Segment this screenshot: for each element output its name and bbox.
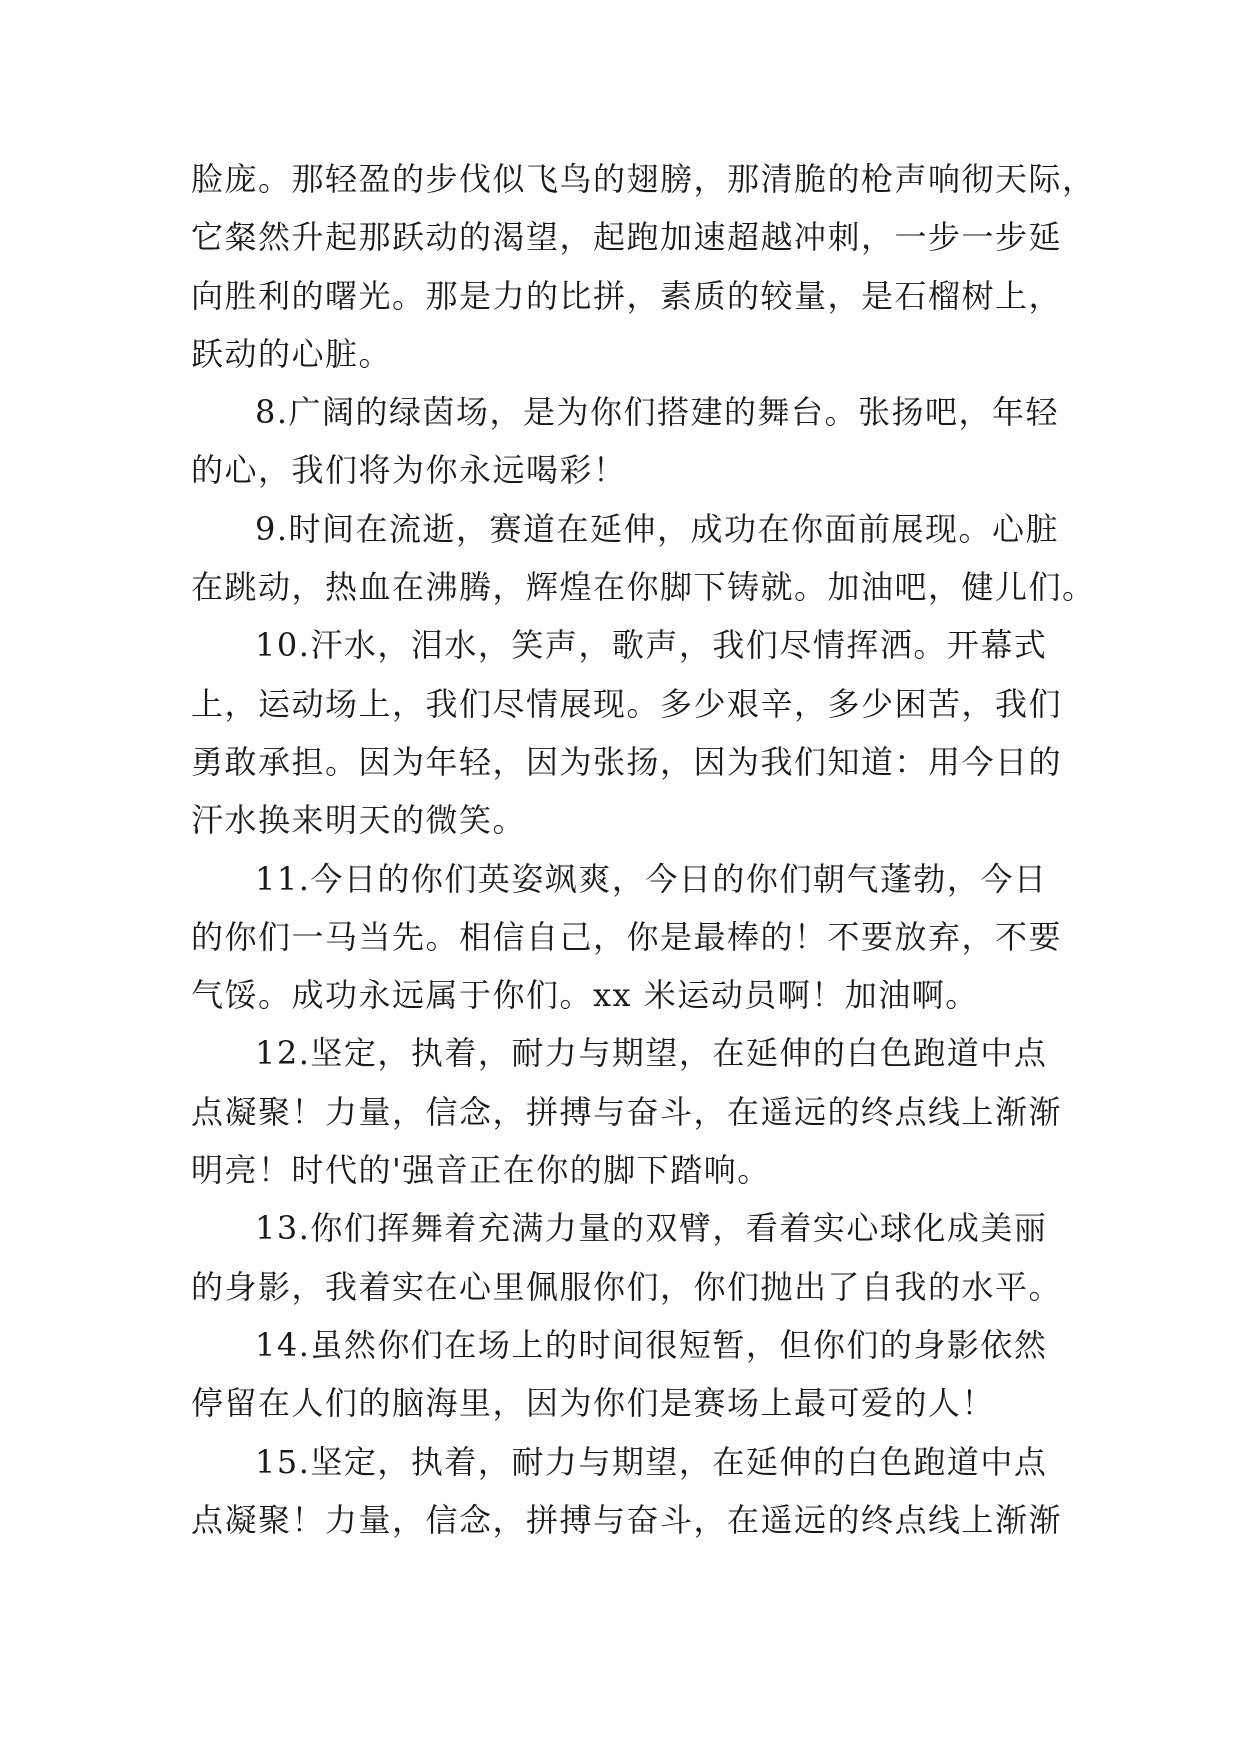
text-line-15: 气馁。成功永远属于你们。xx 米运动员啊！加油啊。 (191, 976, 979, 1015)
document-body (191, 150, 1096, 1549)
text-line-22: 停留在人们的脑海里，因为你们是赛场上最可爱的人！ (191, 1384, 996, 1423)
text-line-13: 11.今日的你们英姿飒爽，今日的你们朝气蓬勃，今日 (255, 859, 1048, 898)
text-line-1: 脸庞。那轻盈的步伐似飞鸟的翅膀，那清脆的枪声响彻天际， (191, 160, 1096, 198)
text-line-24: 点凝聚！力量，信念，拼搏与奋斗，在遥远的终点线上渐渐 (191, 1500, 1063, 1539)
text-line-4: 跃动的心脏。 (191, 334, 393, 373)
text-line-21: 14.虽然你们在场上的时间很短暂，但你们的身影依然 (255, 1325, 1048, 1364)
text-line-19: 13.你们挥舞着充满力量的双臂，看着实心球化成美丽 (255, 1209, 1048, 1248)
text-line-9: 10.汗水，泪水，笑声，歌声，我们尽情挥洒。开幕式 (255, 626, 1048, 665)
text-line-14: 的你们一马当先。相信自己，你是最棒的！不要放弃，不要 (191, 917, 1063, 956)
text-line-2: 它粲然升起那跃动的渴望，起跑加速超越冲刺，一步一步延 (191, 218, 1063, 257)
text-line-12: 汗水换来明天的微笑。 (191, 801, 527, 840)
text-line-17: 点凝聚！力量，信念，拼搏与奋斗，在遥远的终点线上渐渐 (191, 1092, 1063, 1131)
text-line-5: 8.广阔的绿茵场，是为你们搭建的舞台。张扬吧，年轻 (255, 393, 1060, 432)
text-line-23: 15.坚定，执着，耐力与期望，在延伸的白色跑道中点 (255, 1442, 1048, 1481)
text-line-7: 9.时间在流逝，赛道在延伸，成功在你面前展现。心脏 (255, 509, 1060, 548)
text-line-8: 在跳动，热血在沸腾，辉煌在你脚下铸就。加油吧，健儿们。 (191, 568, 1096, 607)
text-line-11: 勇敢承担。因为年轻，因为张扬，因为我们知道：用今日的 (191, 742, 1063, 781)
text-line-10: 上，运动场上，我们尽情展现。多少艰辛，多少困苦，我们 (191, 684, 1063, 723)
text-line-16: 12.坚定，执着，耐力与期望，在延伸的白色跑道中点 (255, 1034, 1048, 1073)
text-line-3: 向胜利的曙光。那是力的比拼，素质的较量，是石榴树上， (191, 276, 1063, 315)
text-line-6: 的心，我们将为你永远喝彩！ (191, 451, 627, 490)
text-line-20: 的身影，我着实在心里佩服你们，你们抛出了自我的水平。 (191, 1267, 1063, 1306)
text-line-18: 明亮！时代的'强音正在你的脚下踏响。 (191, 1151, 771, 1190)
